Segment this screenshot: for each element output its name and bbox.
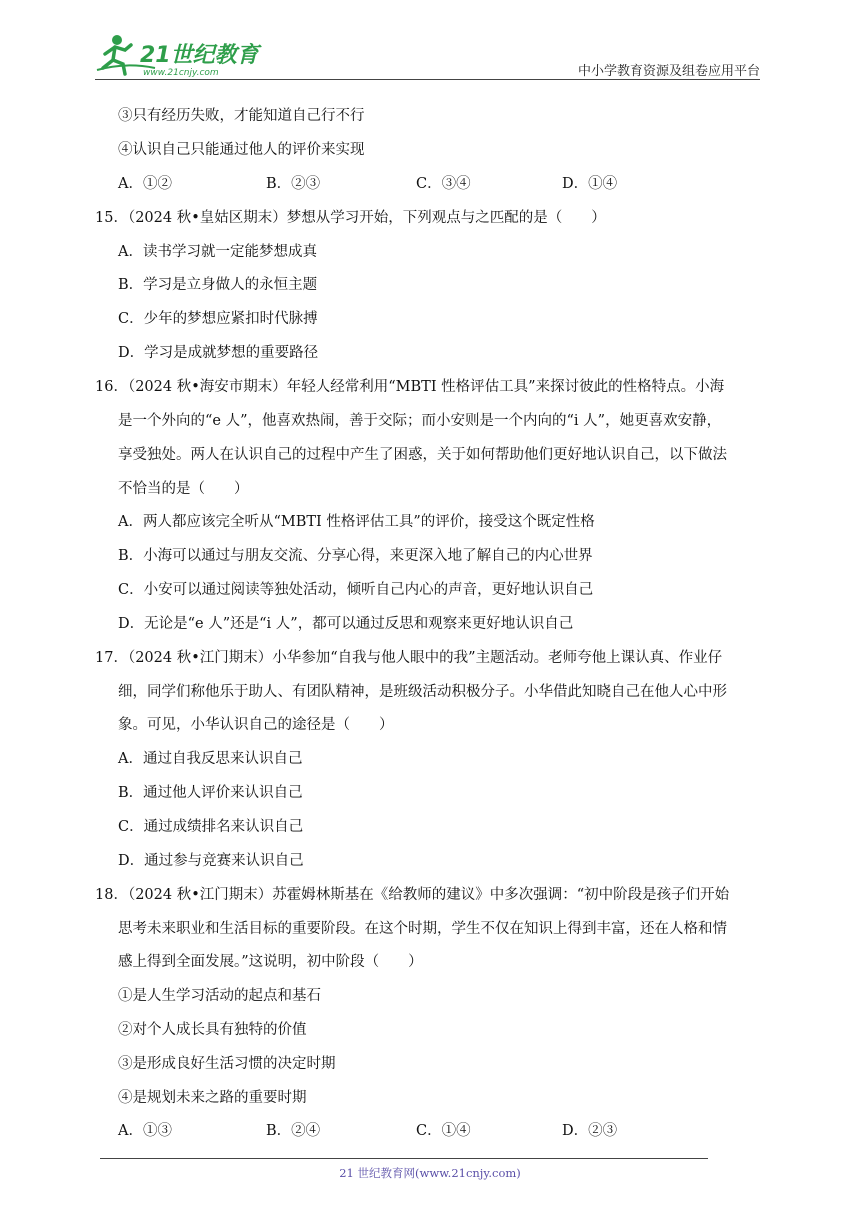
q18-option-d: D．②③ — [562, 1123, 618, 1139]
q14-option-a: A．①② — [118, 176, 172, 192]
q17-option-c: C．通过成绩排名来认识自己 — [118, 819, 304, 835]
page-footer: 21 世纪教育网(www.21cnjy.com) — [339, 1166, 521, 1180]
q18-stem-line-1: 18．（2024 秋•江门期末）苏霍姆林斯基在《给教师的建议》中多次强调：“初中阶段是孩子们开始 — [95, 887, 730, 903]
page-header — [95, 32, 760, 80]
q16-option-d: D．无论是“e 人”还是“i 人”，都可以通过反思和观察来更好地认识自己 — [118, 616, 574, 632]
q18-stem-line-2: 思考未来职业和生活目标的重要阶段。在这个时期，学生不仅在知识上得到丰富，还在人格和情 — [118, 921, 727, 937]
q16-option-c: C．小安可以通过阅读等独处活动，倾听自己内心的声音，更好地认识自己 — [118, 582, 594, 598]
q18-option-b: B．②④ — [266, 1123, 321, 1139]
svg-text:www.21cnjy.com: www.21cnjy.com — [143, 68, 219, 78]
q14-option-d: D．①④ — [562, 176, 618, 192]
q16-stem-line-3: 享受独处。两人在认识自己的过程中产生了困惑，关于如何帮助他们更好地认识自己，以下做法 — [118, 447, 727, 463]
q18-option-a: A．①③ — [118, 1123, 172, 1139]
q14-item-3: ③只有经历失败，才能知道自己行不行 — [118, 108, 365, 124]
q18-item-2: ②对个人成长具有独特的价值 — [118, 1022, 307, 1038]
header-divider — [95, 79, 760, 80]
q16-stem-line-2: 是一个外向的“e 人”，他喜欢热闹，善于交际；而小安则是一个内向的“i 人”，她更喜欢安静， — [118, 413, 722, 429]
q18-item-4: ④是规划未来之路的重要时期 — [118, 1090, 307, 1106]
q15-stem: 15．（2024 秋•皇姑区期末）梦想从学习开始，下列观点与之匹配的是（ ） — [95, 210, 606, 226]
q16-stem-line-4: 不恰当的是（ ） — [118, 481, 249, 497]
q17-option-d: D．通过参与竞赛来认识自己 — [118, 853, 304, 869]
site-logo — [95, 32, 265, 78]
q16-stem-line-1: 16．（2024 秋•海安市期末）年轻人经常利用“MBTI 性格评估工具”来探讨彼此的性格特点。小海 — [95, 379, 725, 395]
q16-option-b: B．小海可以通过与朋友交流、分享心得，来更深入地了解自己的内心世界 — [118, 548, 593, 564]
svg-text:21世纪教育: 21世纪教育 — [140, 43, 259, 68]
platform-name: 中小学教育资源及组卷应用平台 — [577, 64, 760, 79]
q15-option-a: A．读书学习就一定能梦想成真 — [118, 244, 317, 260]
q14-option-c: C．③④ — [416, 176, 471, 192]
q17-stem-line-1: 17．（2024 秋•江门期末）小华参加“自我与他人眼中的我”主题活动。老师夸他上课认真、作业仔 — [95, 650, 723, 666]
q17-option-a: A．通过自我反思来认识自己 — [118, 751, 303, 767]
q14-item-4: ④认识自己只能通过他人的评价来实现 — [118, 142, 365, 158]
q16-option-a: A．两人都应该完全听从“MBTI 性格评估工具”的评价，接受这个既定性格 — [118, 514, 595, 530]
footer-divider — [100, 1158, 708, 1159]
q18-option-c: C．①④ — [416, 1123, 471, 1139]
q15-option-c: C．少年的梦想应紧扣时代脉搏 — [118, 311, 318, 327]
q17-stem-line-3: 象。可见，小华认识自己的途径是（ ） — [118, 717, 394, 733]
q15-option-b: B．学习是立身做人的永恒主题 — [118, 277, 318, 293]
q17-stem-line-2: 细，同学们称他乐于助人、有团队精神，是班级活动积极分子。小华借此知晓自己在他人心中形 — [118, 684, 727, 700]
q18-item-1: ①是人生学习活动的起点和基石 — [118, 988, 321, 1004]
q18-stem-line-3: 感上得到全面发展。”这说明，初中阶段（ ） — [118, 954, 423, 970]
q18-item-3: ③是形成良好生活习惯的决定时期 — [118, 1056, 336, 1072]
q15-option-d: D．学习是成就梦想的重要路径 — [118, 345, 319, 361]
q14-option-b: B．②③ — [266, 176, 321, 192]
q17-option-b: B．通过他人评价来认识自己 — [118, 785, 303, 801]
